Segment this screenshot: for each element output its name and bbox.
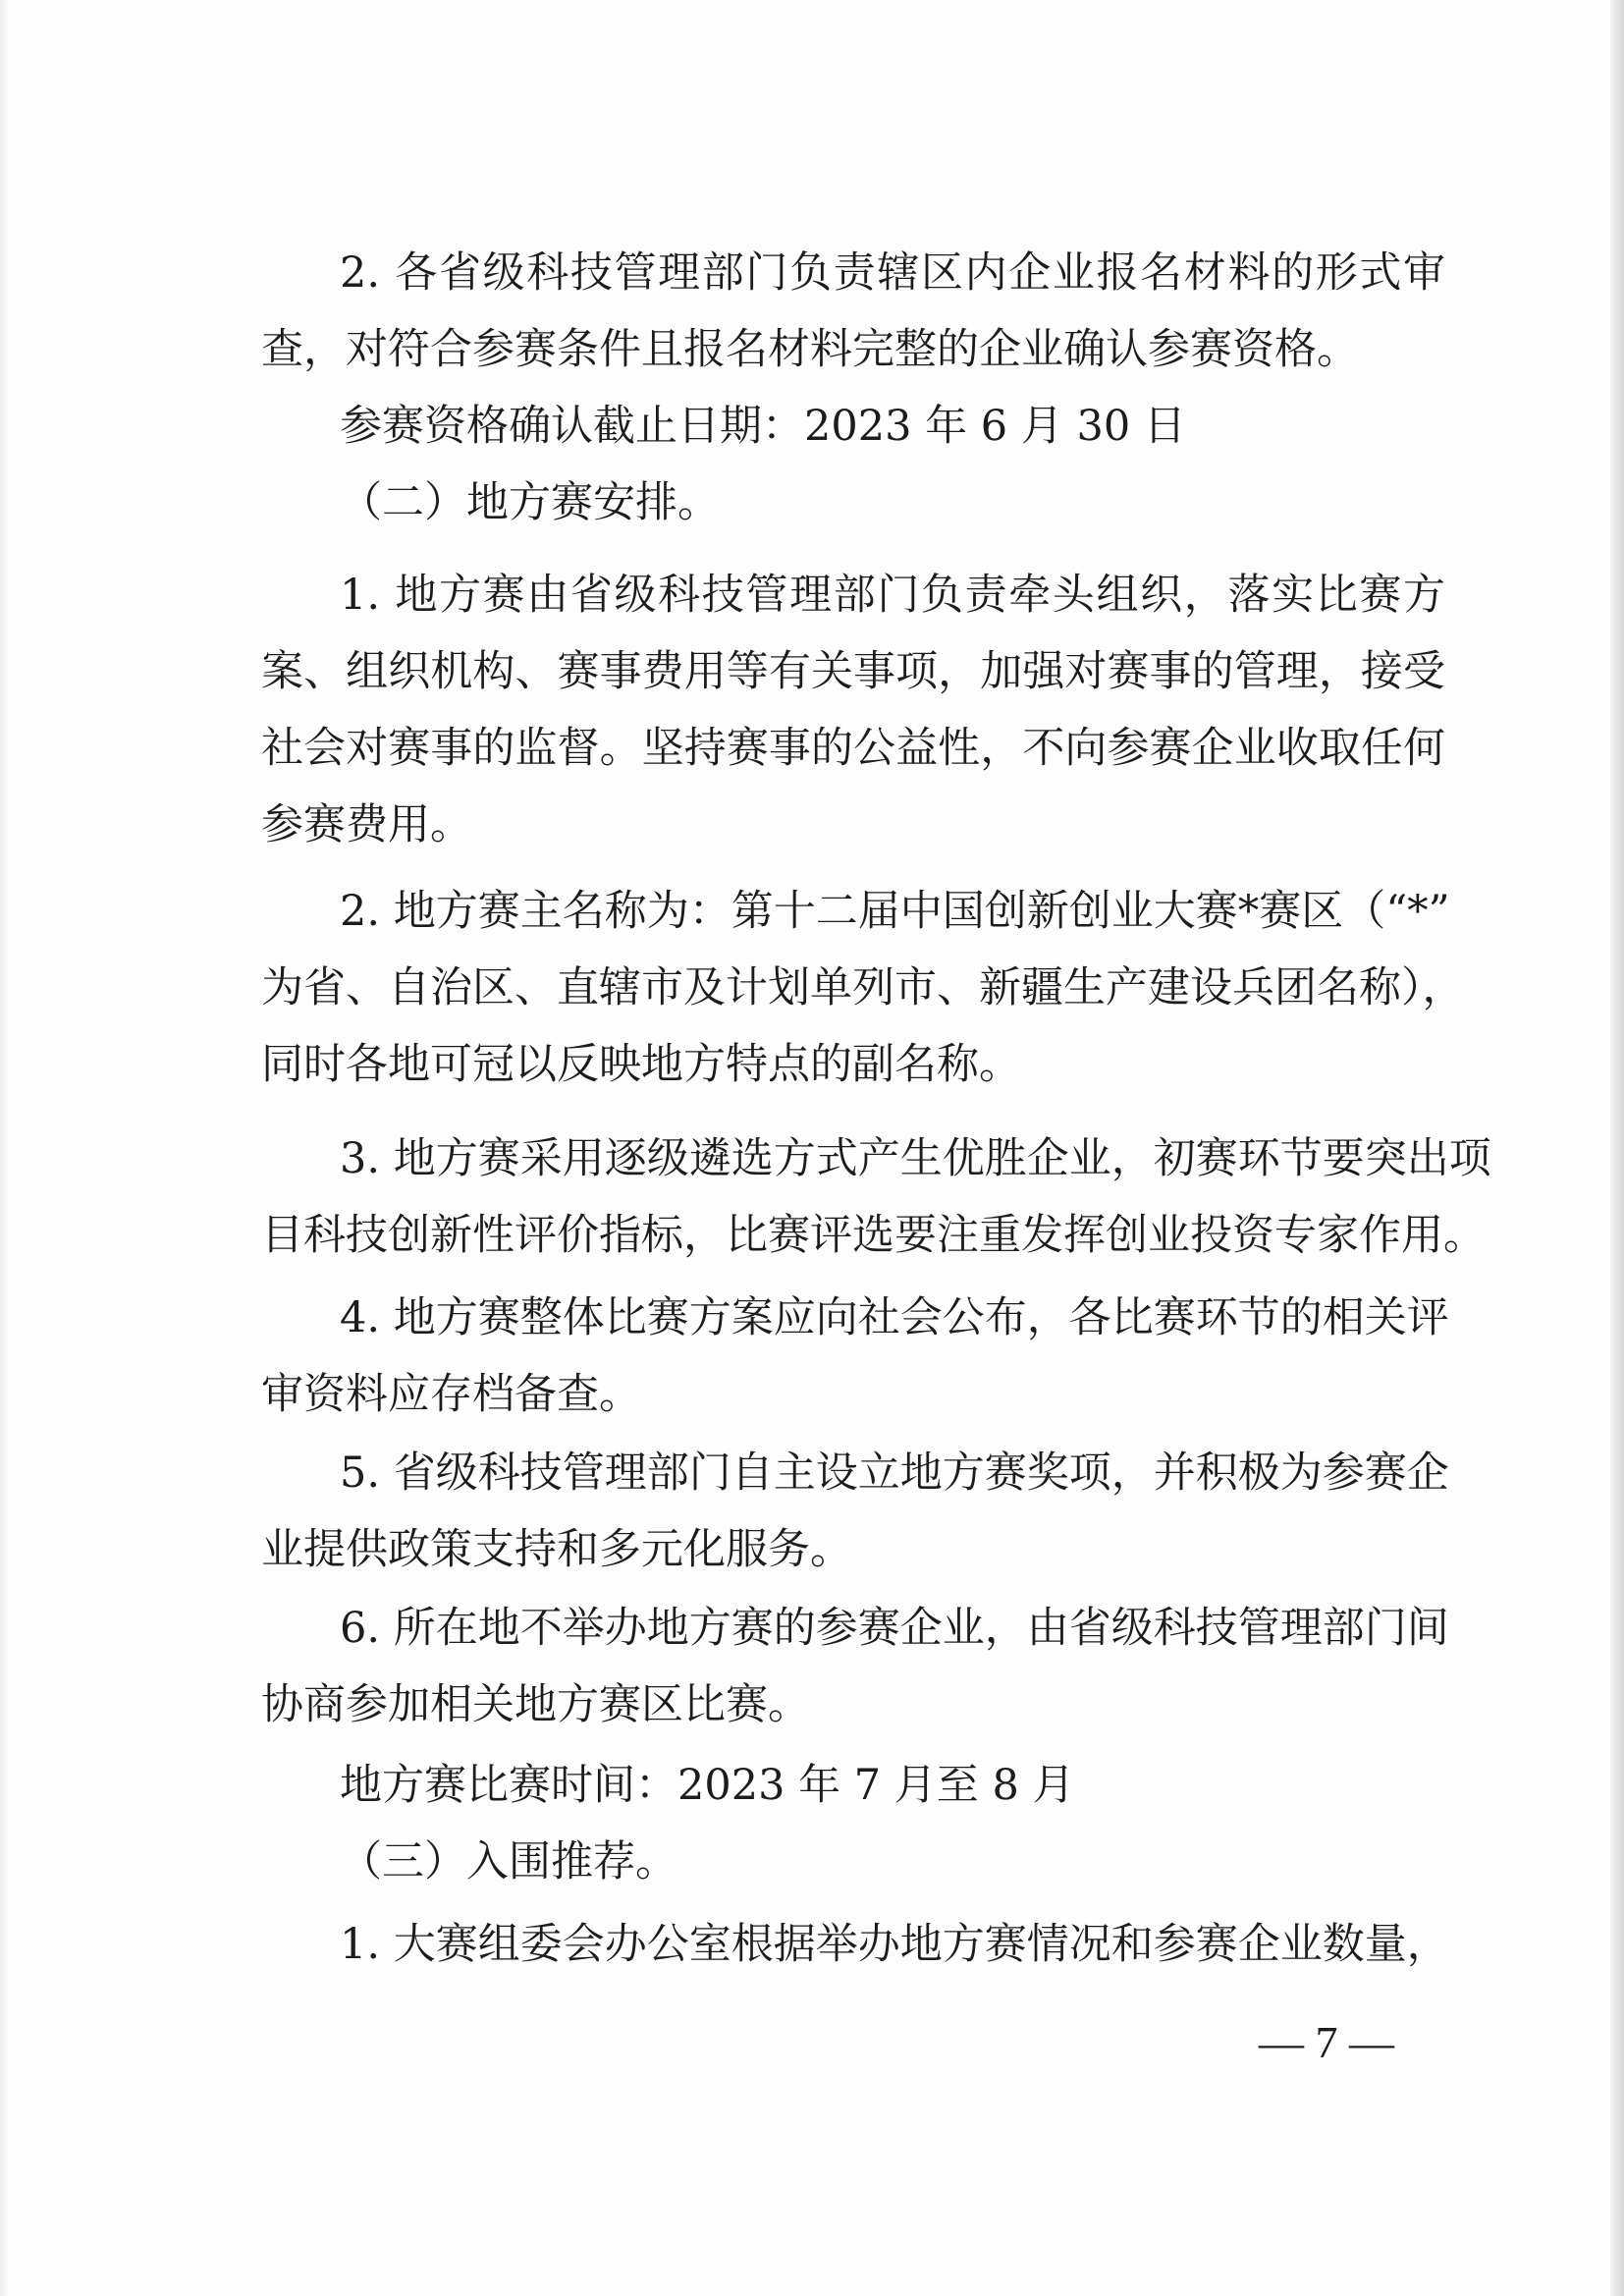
item-5-line-2: 业提供政策支持和多元化服务。 <box>261 1525 852 1574</box>
item-6-line-1: 6. 所在地不举办地方赛的参赛企业，由省级科技管理部门间 <box>340 1604 1449 1653</box>
scan-shadow-left <box>0 0 10 2296</box>
item-2-line-3: 同时各地可冠以反映地方特点的副名称。 <box>261 1040 1021 1089</box>
page-number: — 7 — <box>1259 2017 1394 2067</box>
item-1-line-4: 参赛费用。 <box>261 800 472 849</box>
item-3-line-2: 目科技创新性评价指标，比赛评选要注重发挥创业投资专家作用。 <box>261 1211 1486 1260</box>
scan-shadow-right <box>1610 0 1624 2296</box>
item-1-line-3: 社会对赛事的监督。坚持赛事的公益性，不向参赛企业收取任何 <box>261 724 1445 773</box>
deadline-line: 参赛资格确认截止日期：2023 年 6 月 30 日 <box>340 402 1186 451</box>
item-3-line-1: 3. 地方赛采用逐级遴选方式产生优胜企业，初赛环节要突出项 <box>340 1134 1491 1183</box>
item-2-line-1: 2. 地方赛主名称为：第十二届中国创新创业大赛*赛区（“*” <box>340 887 1450 936</box>
item-1-line-2: 案、组织机构、赛事费用等有关事项，加强对赛事的管理，接受 <box>261 647 1445 696</box>
item-1-line-1: 1. 地方赛由省级科技管理部门负责牵头组织，落实比赛方 <box>340 571 1445 620</box>
contest-time-line: 地方赛比赛时间：2023 年 7 月至 8 月 <box>340 1761 1075 1810</box>
section-heading-3: （三）入围推荐。 <box>340 1837 677 1886</box>
item-5-line-1: 5. 省级科技管理部门自主设立地方赛奖项，并积极为参赛企 <box>340 1449 1449 1498</box>
paragraph-2-line-1: 2. 各省级科技管理部门负责辖区内企业报名材料的形式审 <box>340 248 1445 298</box>
item-4-line-1: 4. 地方赛整体比赛方案应向社会公布，各比赛环节的相关评 <box>340 1293 1449 1342</box>
item-6-line-2: 协商参加相关地方赛区比赛。 <box>261 1680 810 1729</box>
paragraph-2-line-2: 查，对符合参赛条件且报名材料完整的企业确认参赛资格。 <box>261 325 1359 374</box>
item-2-line-2: 为省、自治区、直辖市及计划单列市、新疆生产建设兵团名称）， <box>261 963 1465 1012</box>
item-4-line-2: 审资料应存档备查。 <box>261 1370 641 1419</box>
item-7-line-1: 1. 大赛组委会办公室根据举办地方赛情况和参赛企业数量， <box>340 1920 1449 1969</box>
section-heading-2: （二）地方赛安排。 <box>340 478 720 527</box>
